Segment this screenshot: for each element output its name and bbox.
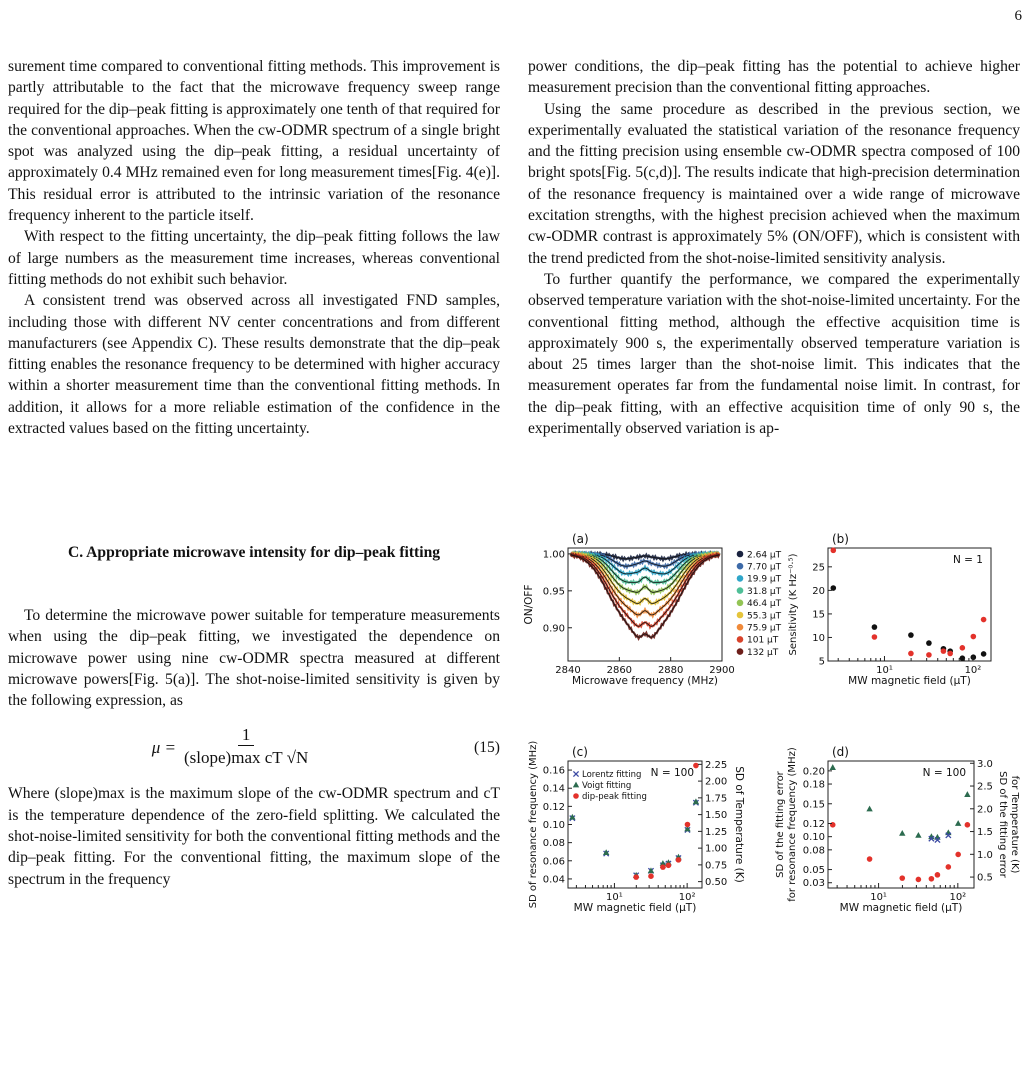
data-point (960, 645, 966, 651)
legend-marker (737, 563, 744, 570)
left-column-top (8, 56, 500, 439)
equation-15 (8, 717, 500, 777)
panel-label: (d) (832, 745, 849, 759)
data-point (945, 829, 951, 835)
x-tick-label: 2860 (606, 665, 633, 676)
paragraph: power conditions, the dip–peak fitting has the potential to achieve higher measurement precision than the conventional fitting approaches. (528, 58, 1020, 97)
x-tick-label: 10² (964, 665, 982, 676)
y2-tick-label: 1.50 (705, 810, 728, 822)
legend-marker (737, 600, 744, 607)
y-tick-label: 25 (812, 562, 825, 574)
data-point (908, 632, 914, 638)
data-point (830, 764, 836, 770)
paragraph: To determine the microwave power suitable for temperature measurements when using the dip–peak fitting, we investigated the dependence on microwave power using nine cw-ODMR spectra measured at different microwave powers[Fig. 5(a)]. The shot-noise-limited sensitivity is given by the following expression, as (8, 607, 500, 710)
y-tick-label: 0.95 (542, 586, 565, 598)
panel-label: (b) (832, 532, 849, 546)
y2-tick-label: 1.25 (705, 826, 728, 838)
plot-frame (828, 761, 974, 888)
data-point (981, 617, 987, 623)
data-point (872, 624, 878, 630)
y-tick-label: 20 (812, 585, 825, 597)
data-point (965, 822, 971, 828)
y-tick-label: 0.15 (802, 799, 825, 811)
y-tick-label: 0.08 (802, 845, 825, 857)
y-axis-label: for resonance frequency (MHz) (787, 747, 798, 902)
data-point (573, 771, 578, 776)
x-axis-label: MW magnetic field (μT) (848, 675, 971, 687)
data-point (955, 852, 961, 858)
y-tick-label: 0.05 (802, 865, 825, 877)
section-heading: C. Appropriate microwave intensity for dip–peak fitting (67, 544, 441, 561)
legend-label: 55.3 μT (747, 611, 782, 622)
left-column-bottom (8, 605, 500, 890)
y2-axis-label: SD of Temperature (K) (733, 766, 745, 883)
equation-fraction (180, 725, 312, 770)
legend-label: dip-peak fitting (582, 792, 647, 802)
data-point (971, 634, 977, 640)
paragraph: Where (slope)max is the maximum slope of the cw-ODMR spectrum and cT is the temperature dependence of the zero-field splitting. We calculated the shot-noise-limited sensitivity for both the conventional fitting methods and the dip–peak fitting. For the conventional fitting, the maximum slope of the spectrum in the frequency (8, 785, 500, 888)
legend-marker (737, 612, 744, 619)
paragraph: surement time compared to conventional fitting methods. This improvement is partly attributable to the fact that the microwave frequency sweep range required for the dip–peak fitting is approximately one tenth of that required for the conventional approaches. When the cw-ODMR spectrum of a single bright spot was analyzed using the dip–peak fitting, a residual uncertainty of approximately 0.4 MHz remained even for long measurement times[Fig. 4(e)]. This residual error is attributed to the intrinsic variation of the resonance frequency inherent to the particle itself. (8, 58, 500, 225)
legend-marker (737, 587, 744, 594)
equation-numerator: 1 (238, 725, 255, 746)
data-point (648, 873, 654, 879)
x-tick-label: 10² (949, 892, 967, 903)
legend-label: 101 μT (747, 635, 779, 646)
y-tick-label: 0.06 (542, 856, 565, 868)
data-point (926, 640, 932, 646)
data-point (830, 822, 836, 828)
x-axis-label: Microwave frequency (MHz) (572, 675, 718, 687)
y-axis-label: Sensitivity (K Hz⁻⁰·⁵) (788, 553, 799, 656)
annotation: N = 100 (650, 767, 694, 779)
y-tick-label: 0.10 (802, 832, 825, 844)
x-tick-label: 10¹ (606, 892, 623, 903)
y-tick-label: 0.03 (802, 878, 825, 890)
data-point (964, 791, 970, 797)
data-point (941, 648, 947, 654)
y2-tick-label: 2.5 (977, 781, 993, 793)
y2-tick-label: 0.5 (977, 872, 993, 884)
y2-tick-label: 3.0 (977, 758, 993, 770)
x-axis-label: MW magnetic field (μT) (839, 902, 963, 914)
y-axis-label: ON/OFF (523, 584, 535, 625)
equation-number: (15) (474, 738, 500, 756)
legend-marker (737, 636, 744, 643)
y-tick-label: 0.10 (542, 820, 565, 831)
y2-tick-label: 0.50 (705, 877, 728, 889)
x-tick-label: 10¹ (870, 892, 887, 903)
y2-tick-label: 2.0 (977, 804, 993, 816)
legend-marker (737, 624, 744, 631)
data-point (955, 820, 961, 826)
data-point (929, 876, 935, 882)
y-tick-label: 0.12 (802, 819, 825, 831)
legend-marker (737, 551, 744, 558)
data-point (573, 793, 579, 799)
y-tick-label: 0.18 (802, 779, 825, 791)
paragraph: With respect to the fitting uncertainty, the dip–peak fitting follows the law of large numbers as the measurement time increases, whereas conventional fitting methods do not exhibit such behavior. (8, 228, 500, 288)
data-point (946, 864, 952, 870)
y-tick-label: 15 (812, 609, 825, 621)
paragraph: A consistent trend was observed across all investigated FND samples, including those with different NV center concentrations and from different manufacturers (see Appendix C). These results demonstrate that the dip–peak fitting enables the resonance frequency to be determined with higher accuracy within a shorter measurement time than the conventional fitting methods. In addition, it allows for a more reliable estimation of the confidence in the extracted values based on the fitting uncertainty. (8, 292, 500, 438)
y-tick-label: 0.04 (542, 874, 565, 886)
x-tick-label: 2880 (657, 665, 684, 676)
data-point (935, 872, 941, 878)
y-tick-label: 1.00 (542, 549, 565, 561)
y-tick-label: 0.16 (542, 765, 565, 777)
paragraph: To further quantify the performance, we compared the experimentally observed temperature variation with the shot-noise-limited uncertainty. For the conventional fitting method, although the effective acquisition time is approximately 900 s, the experimentally observed temperature variation is about 25 times larger than the shot-noise limit. This indicates that the measurement operates far from the fundamental noise limit. In contrast, for the dip–peak fitting, with an effective acquisition time of only 90 s, the experimentally observed variation is ap- (528, 270, 1020, 438)
panel-label: (a) (572, 532, 589, 546)
paragraph: Using the same procedure as described in the previous section, we experimentally evaluated the statistical variation of the resonance frequency and the fitting precision using ensemble cw-ODMR spectra composed of 100 bright spots[Fig. 5(c,d)]. The results indicate that high-precision determination of the resonance frequency is maintained over a wide range of microwave excitation strengths, with the highest precision achieved when the maximum cw-ODMR contrast is approximately 5% (ON/OFF), which is consistent with the trend predicted from the shot-noise-limited sensitivity analysis. (528, 100, 1020, 267)
data-point (899, 830, 905, 836)
y-tick-label: 0.90 (542, 623, 565, 635)
legend-label: 7.70 μT (747, 562, 782, 573)
equation-lhs: μ = (151, 737, 177, 757)
y2-tick-label: 2.00 (705, 776, 728, 788)
y-tick-label: 0.14 (542, 783, 565, 795)
data-point (981, 651, 987, 657)
y-tick-label: 0.08 (542, 838, 565, 850)
y-axis-label: SD of the fitting error (775, 771, 786, 878)
data-point (867, 856, 873, 862)
y2-tick-label: 1.00 (705, 843, 728, 855)
x-tick-label: 2900 (709, 665, 735, 676)
data-point (934, 834, 940, 840)
y2-tick-label: 0.75 (705, 860, 728, 872)
panel-label: (c) (572, 745, 588, 759)
annotation: N = 1 (952, 554, 983, 566)
data-point (926, 652, 932, 658)
y2-axis-label: for Temperature (K) (1009, 775, 1020, 874)
legend-label: 19.9 μT (747, 574, 782, 585)
data-point (676, 857, 682, 863)
legend-label: Lorentz fitting (582, 770, 642, 780)
data-point (947, 651, 953, 657)
equation-body (8, 725, 460, 770)
y2-tick-label: 1.0 (977, 849, 993, 861)
data-point (830, 548, 836, 554)
data-point (872, 634, 878, 640)
data-point (685, 822, 691, 828)
data-point (915, 832, 921, 838)
x-tick-label: 10¹ (876, 665, 893, 676)
y2-tick-label: 1.5 (977, 827, 993, 839)
y-tick-label: 0.12 (542, 801, 565, 813)
data-point (908, 651, 914, 657)
legend-label: Voigt fitting (582, 781, 632, 791)
annotation: N = 100 (922, 767, 966, 779)
page-number: 6 (1014, 8, 1022, 24)
x-axis-label: MW magnetic field (μT) (573, 902, 697, 914)
data-point (916, 877, 922, 883)
data-point (633, 874, 639, 880)
legend-marker (737, 575, 744, 582)
y-tick-label: 0.20 (802, 766, 825, 778)
y-tick-label: 5 (818, 656, 825, 668)
data-point (573, 782, 579, 788)
figure-5 (518, 528, 1023, 1068)
legend-label: 46.4 μT (747, 599, 782, 610)
legend-label: 75.9 μT (747, 623, 782, 634)
x-tick-label: 2840 (555, 665, 581, 676)
legend-label: 31.8 μT (747, 586, 782, 597)
y-axis-label: SD of resonance frequency (MHz) (528, 740, 539, 909)
y-tick-label: 10 (812, 632, 825, 644)
y2-tick-label: 2.25 (705, 759, 728, 771)
x-tick-label: 10² (678, 892, 696, 903)
data-point (899, 875, 905, 881)
legend-marker (737, 648, 744, 655)
legend-label: 2.64 μT (747, 550, 782, 561)
data-point (666, 863, 672, 869)
y2-tick-label: 1.75 (705, 793, 728, 805)
data-point (660, 864, 666, 870)
right-column (528, 56, 1020, 439)
legend-label: 132 μT (747, 647, 779, 658)
y2-axis-label: SD of the fitting error (997, 771, 1008, 878)
data-point (866, 806, 872, 812)
equation-denominator: (slope)max cT √N (184, 747, 309, 767)
